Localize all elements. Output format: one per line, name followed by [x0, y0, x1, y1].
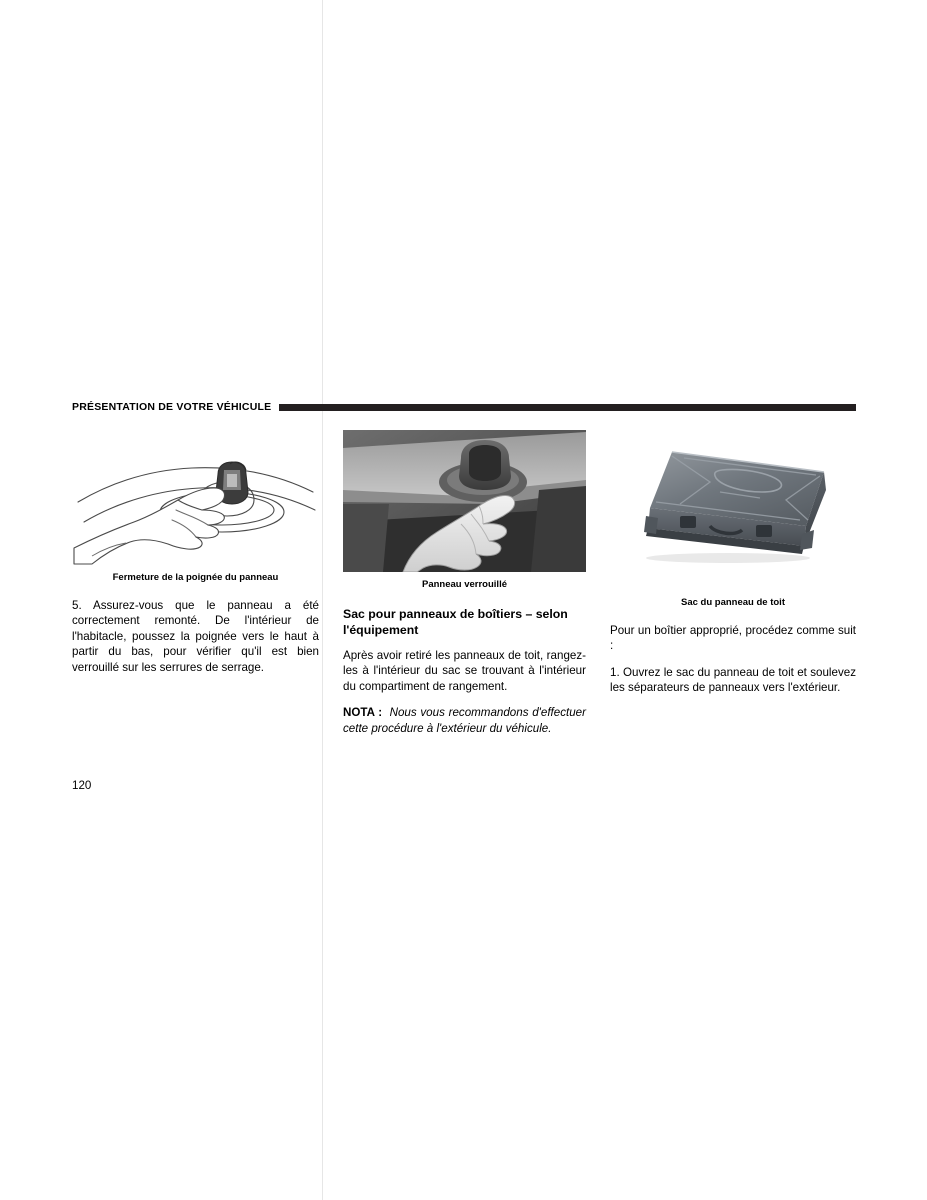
note-text: Nous vous recommandons d'effectuer cette procédure à l'extérieur du véhicule.	[343, 706, 586, 735]
column-right	[610, 430, 856, 696]
figure-panel-locked	[343, 430, 586, 590]
right-paragraph-2: 1. Ouvrez le sac du panneau de toit et soulevez les séparateurs de panneaux vers l'extérieur.	[610, 665, 856, 695]
note-label: NOTA :	[343, 706, 383, 720]
note-block	[343, 705, 586, 736]
running-header	[72, 399, 856, 415]
figure-image-panel-handle-closing	[72, 430, 319, 565]
figure-caption-panel-handle-closing: Fermeture de la poignée du panneau	[112, 572, 279, 583]
right-paragraph-1: Pour un boîtier approprié, procédez comme suit :	[610, 624, 856, 653]
column-left	[72, 430, 319, 686]
figure-caption-panel-locked: Panneau verrouillé	[421, 579, 507, 590]
figure-panel-handle-closing	[72, 430, 319, 583]
page-title: PRÉSENTATION DE VOTRE VÉHICULE	[72, 401, 272, 413]
figure-roof-panel-bag	[610, 430, 856, 608]
page-number: 120	[72, 779, 92, 792]
figure-image-roof-panel-bag	[610, 430, 856, 590]
middle-paragraph-1: Après avoir retiré les panneaux de toit, rangez-les à l'intérieur du sac se trouvant à l'intérieur du compartiment de rangement.	[343, 649, 586, 693]
figure-caption-roof-panel-bag: Sac du panneau de toit	[681, 597, 785, 608]
section-heading-bag: Sac pour panneaux de boîtiers – selon l'équipement	[343, 607, 568, 637]
left-paragraph-1: 5. Assurez-vous que le panneau a été correctement remonté. De l'intérieur de l'habitacle, poussez la poignée vers le haut à partir du bas, pour vérifier qu'il est bien verrouillé sur les serrures de serrage.	[72, 599, 319, 674]
figure-image-panel-locked	[343, 430, 586, 572]
header-rule	[279, 404, 856, 411]
page-fold-rule	[322, 0, 323, 1200]
column-middle	[343, 430, 586, 736]
